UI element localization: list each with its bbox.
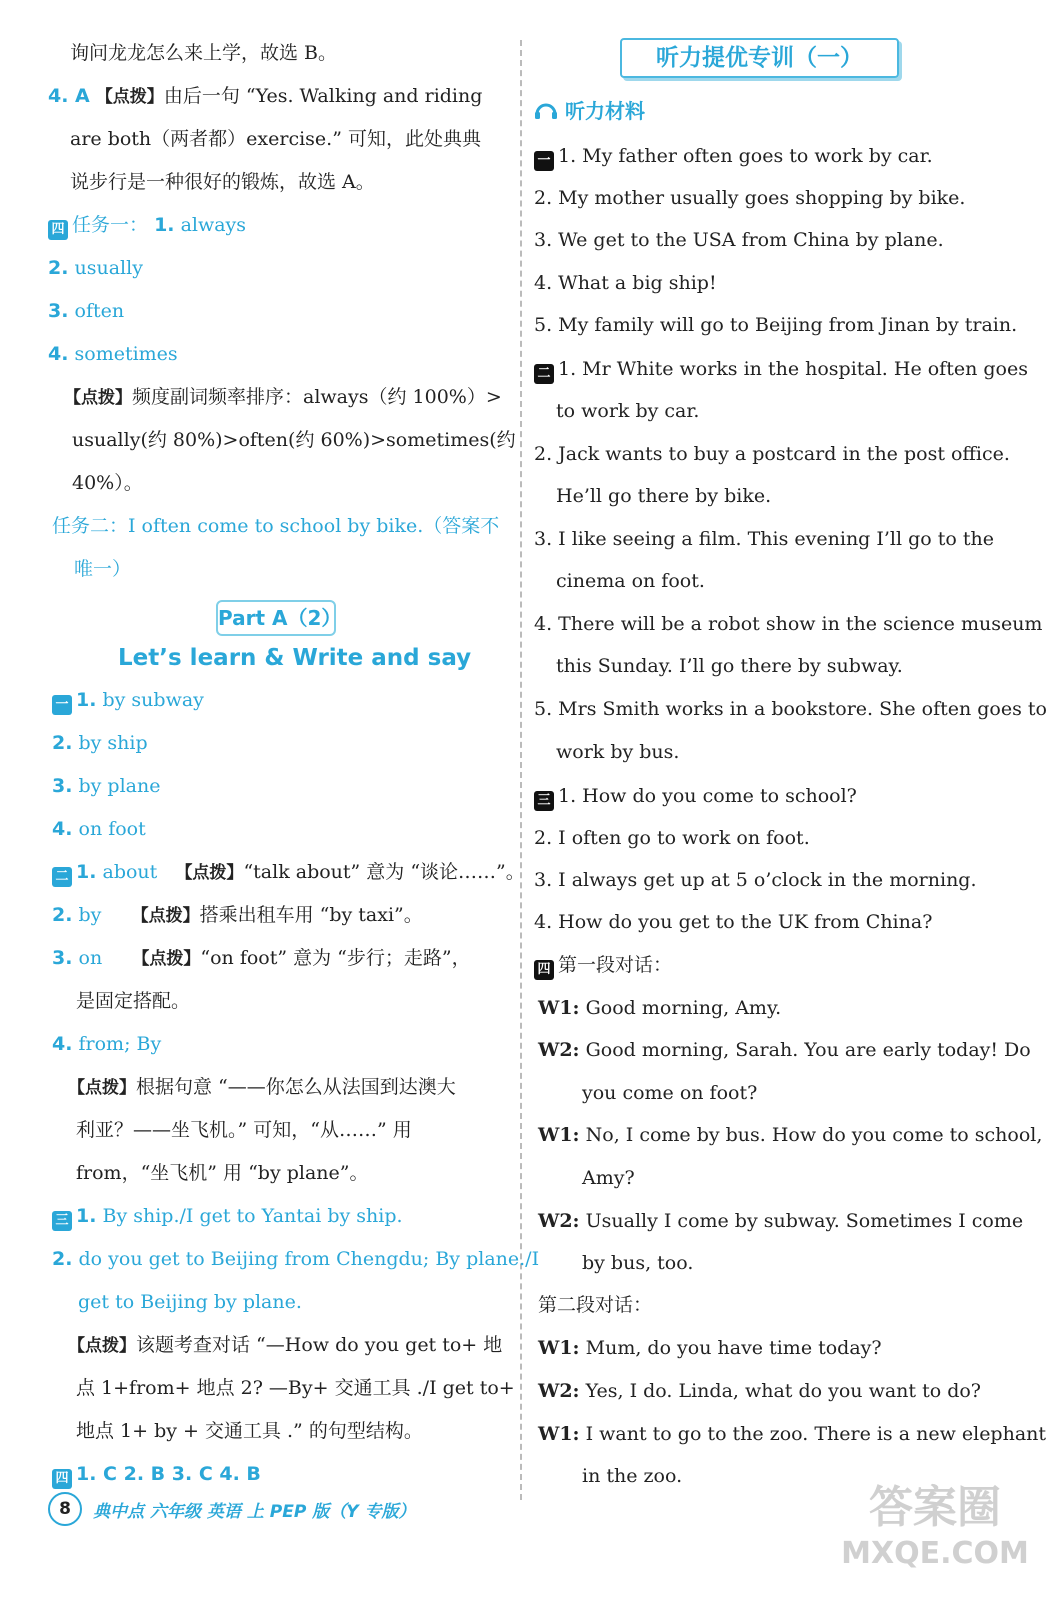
task-label: 任务一： — [72, 214, 149, 236]
m2-item-3 — [52, 945, 471, 972]
dialogue-line: by bus, too. — [582, 1252, 694, 1274]
section-heading: Let’s learn & Write and say — [118, 645, 472, 671]
hint-label: 【点拨】 — [132, 949, 201, 969]
hint-label: 【点拨】 — [68, 1336, 136, 1356]
m2-hint-4b: 利亚？——坐飞机。” 可知，“从……” 用 — [76, 1119, 412, 1141]
hint-label: 【点拨】 — [131, 906, 200, 926]
m2-item-2 — [52, 902, 423, 929]
answer: usually — [74, 257, 143, 279]
part-a-badge: Part A（2） — [216, 600, 336, 636]
page-footer — [48, 1492, 415, 1528]
dialogue-line — [538, 1378, 981, 1404]
answer: do you get to Beijing from Chengdu; By plane./I — [78, 1248, 540, 1270]
utterance: Good morning, Amy. — [585, 997, 782, 1019]
dialogue-line: Amy? — [582, 1167, 635, 1189]
task-label: 任务二： — [52, 515, 129, 537]
utterance: Usually I come by subway. Sometimes I come — [585, 1210, 1024, 1232]
hint-label: 【点拨】 — [64, 388, 132, 408]
item-number: 3. — [48, 300, 69, 322]
s4-hint-2: usually(约 80%)>often(约 60%)>sometimes(约 — [72, 429, 516, 451]
item-number: 1. — [154, 214, 175, 236]
r2-item-1 — [534, 356, 1028, 384]
r2-line: He’ll go there by bike. — [556, 485, 772, 507]
script-line: 1. My father often goes to work by car. — [558, 145, 933, 167]
watermark-bottom: MXQE.COM — [841, 1536, 1029, 1571]
m1-item-3 — [52, 773, 160, 799]
answer: By ship./I get to Yantai by ship. — [102, 1205, 403, 1227]
m3-item-2-cont: get to Beijing by plane. — [78, 1291, 302, 1313]
task2 — [52, 513, 499, 539]
dialogue-1-heading — [534, 952, 672, 980]
material-label: 听力材料 — [564, 99, 645, 123]
r3-line: 3. I always get up at 5 o’clock in the morning. — [534, 869, 977, 891]
r2-line: this Sunday. I’ll go there by subway. — [556, 655, 903, 677]
s4-item-4 — [48, 341, 178, 367]
speaker: W1: — [538, 1337, 580, 1359]
utterance: Good morning, Sarah. You are early today! Do — [585, 1039, 1031, 1061]
speaker: W1: — [538, 1423, 580, 1445]
m3-item-1 — [52, 1203, 403, 1231]
dialogue-line — [538, 1122, 1042, 1148]
q4-text-3: 说步行是一种很好的锻炼，故选 A。 — [70, 171, 375, 193]
m3-hint-2: 点 1+from+ 地点 2? —By+ 交通工具 ./I get to+ — [76, 1377, 515, 1399]
hint-text: “on foot” 意为 “步行；走路”， — [200, 947, 471, 969]
m2-hint-4c: from，“坐飞机” 用 “by plane”。 — [76, 1162, 369, 1184]
page-title: 听力提优专训（一） — [620, 38, 899, 78]
item-number: 2. — [48, 257, 69, 279]
r1-item-4: 4. What a big ship! — [534, 272, 717, 294]
section-mark: 一 — [534, 151, 554, 171]
r2-line: 5. Mrs Smith works in a bookstore. She often goes to — [534, 698, 1047, 720]
q4-text: 由后一句 “Yes. Walking and riding — [163, 85, 483, 107]
m2-hint-4 — [68, 1074, 456, 1101]
r1-item-5: 5. My family will go to Beijing from Jinan by train. — [534, 314, 1018, 336]
utterance: Mum, do you have time today? — [585, 1337, 882, 1359]
hint-text: 频度副词频率排序：always（约 100%）> — [132, 386, 502, 408]
headphone-icon — [534, 99, 565, 123]
item-number: 1. — [76, 861, 97, 883]
hint-text: 该题考查对话 “—How do you get to+ 地 — [136, 1334, 503, 1356]
dialogue-line — [538, 1335, 882, 1361]
hint-label: 【点拨】 — [68, 1078, 136, 1098]
q4-number: 4. A — [48, 85, 90, 107]
speaker: W2: — [538, 1039, 580, 1061]
dialogue-label: 第一段对话： — [558, 954, 673, 976]
dialogue-line: in the zoo. — [582, 1465, 683, 1487]
watermark-top: 答案圈 — [869, 1482, 1001, 1533]
hint-label: 【点拨】 — [95, 87, 164, 107]
section-mark: 二 — [534, 364, 554, 384]
dialogue-line — [538, 1421, 1046, 1447]
answer: on foot — [78, 818, 146, 840]
answer: by ship — [78, 732, 148, 754]
r2-line: work by bus. — [556, 741, 680, 763]
r2-line: to work by car. — [556, 400, 700, 422]
material-heading — [534, 96, 645, 126]
r2-line: 3. I like seeing a film. This evening I’ll go to the — [534, 528, 994, 550]
m4-answers — [52, 1461, 261, 1489]
r3-line: 4. How do you get to the UK from China? — [534, 911, 933, 933]
utterance: I want to go to the zoo. There is a new elephant — [585, 1423, 1047, 1445]
s4-hint — [64, 384, 502, 411]
section-mark: 三 — [534, 791, 554, 811]
column-divider — [520, 40, 522, 1500]
section-mark: 三 — [52, 1211, 72, 1231]
hint-text: “talk about” 意为 “谈论……”。 — [243, 861, 525, 883]
r1-item-3: 3. We get to the USA from China by plane. — [534, 229, 944, 251]
section-mark: 一 — [52, 695, 72, 715]
m2-item-1 — [52, 859, 525, 887]
dialogue-line: you come on foot? — [582, 1082, 758, 1104]
answer: from; By — [78, 1033, 162, 1055]
r3-item-1 — [534, 783, 857, 811]
item-number: 2. — [52, 904, 73, 926]
answer: sometimes — [74, 343, 178, 365]
speaker: W2: — [538, 1210, 580, 1232]
hint-text: 搭乘出租车用 “by taxi”。 — [199, 904, 423, 926]
r2-line: 2. Jack wants to buy a postcard in the post office. — [534, 443, 1010, 465]
r2-line: 4. There will be a robot show in the science museum — [534, 613, 1043, 635]
dialogue-2-heading: 第二段对话： — [538, 1294, 653, 1316]
page-number: 8 — [48, 1492, 82, 1526]
section-mark: 四 — [52, 1469, 72, 1489]
s4-item-2 — [48, 255, 143, 281]
answer: about — [102, 861, 158, 883]
speaker: W1: — [538, 997, 580, 1019]
watermark — [840, 1480, 1030, 1590]
item-number: 3. — [52, 947, 73, 969]
script-line: 1. Mr White works in the hospital. He often goes — [558, 358, 1028, 380]
m3-hint — [68, 1332, 502, 1359]
r2-line: cinema on foot. — [556, 570, 705, 592]
item-number: 2. — [52, 732, 73, 754]
speaker: W1: — [538, 1124, 580, 1146]
answer: always — [180, 214, 247, 236]
hint-text: 根据句意 “——你怎么从法国到达澳大 — [136, 1076, 456, 1098]
answer: by plane — [78, 775, 161, 797]
utterance: No, I come by bus. How do you come to school, — [585, 1124, 1043, 1146]
m3-item-2 — [52, 1246, 539, 1272]
item-number: 3. — [52, 775, 73, 797]
item-number: 1. — [76, 689, 97, 711]
utterance: Yes, I do. Linda, what do you want to do? — [585, 1380, 981, 1402]
book-title: 典中点 六年级 英语 上 PEP 版（Y 专版） — [93, 1501, 416, 1522]
dialogue-line — [538, 1208, 1023, 1234]
answers: 1. C 2. B 3. C 4. B — [76, 1463, 261, 1485]
dialogue-line — [538, 995, 781, 1021]
task2-cont: 唯一） — [74, 558, 132, 580]
s4-hint-3: 40%）。 — [72, 472, 143, 494]
r3-line: 2. I often go to work on foot. — [534, 827, 810, 849]
answer: by — [78, 904, 102, 926]
hint-label: 【点拨】 — [175, 863, 244, 883]
item-number: 4. — [52, 818, 73, 840]
dialogue-line — [538, 1037, 1031, 1063]
section-4-task1 — [48, 212, 246, 240]
item-number: 2. — [52, 1248, 73, 1270]
m1-item-4 — [52, 816, 146, 842]
m1-item-2 — [52, 730, 148, 756]
answer-line: 询问龙龙怎么来上学，故选 B。 — [70, 42, 338, 64]
answer: often — [74, 300, 125, 322]
item-number: 4. — [48, 343, 69, 365]
m3-hint-3: 地点 1+ by + 交通工具 .” 的句型结构。 — [76, 1420, 423, 1442]
m1-item-1 — [52, 687, 204, 715]
answer: on — [78, 947, 103, 969]
item-number: 1. — [76, 1205, 97, 1227]
m2-item-4 — [52, 1031, 161, 1057]
speaker: W2: — [538, 1380, 580, 1402]
r1-item-1 — [534, 143, 933, 171]
section-mark: 四 — [534, 960, 554, 980]
q4-answer — [48, 83, 482, 110]
s4-item-3 — [48, 298, 124, 324]
item-number: 4. — [52, 1033, 73, 1055]
answer: I often come to school by bike.（答案不 — [128, 515, 500, 537]
answer: by subway — [102, 689, 204, 711]
section-mark: 二 — [52, 867, 72, 887]
q4-text-2: are both（两者都）exercise.” 可知，此处典典 — [70, 128, 481, 150]
m2-item-3-cont: 是固定搭配。 — [76, 990, 191, 1012]
script-line: 1. How do you come to school? — [558, 785, 857, 807]
r1-item-2: 2. My mother usually goes shopping by bike. — [534, 187, 966, 209]
section-mark: 四 — [48, 220, 68, 240]
